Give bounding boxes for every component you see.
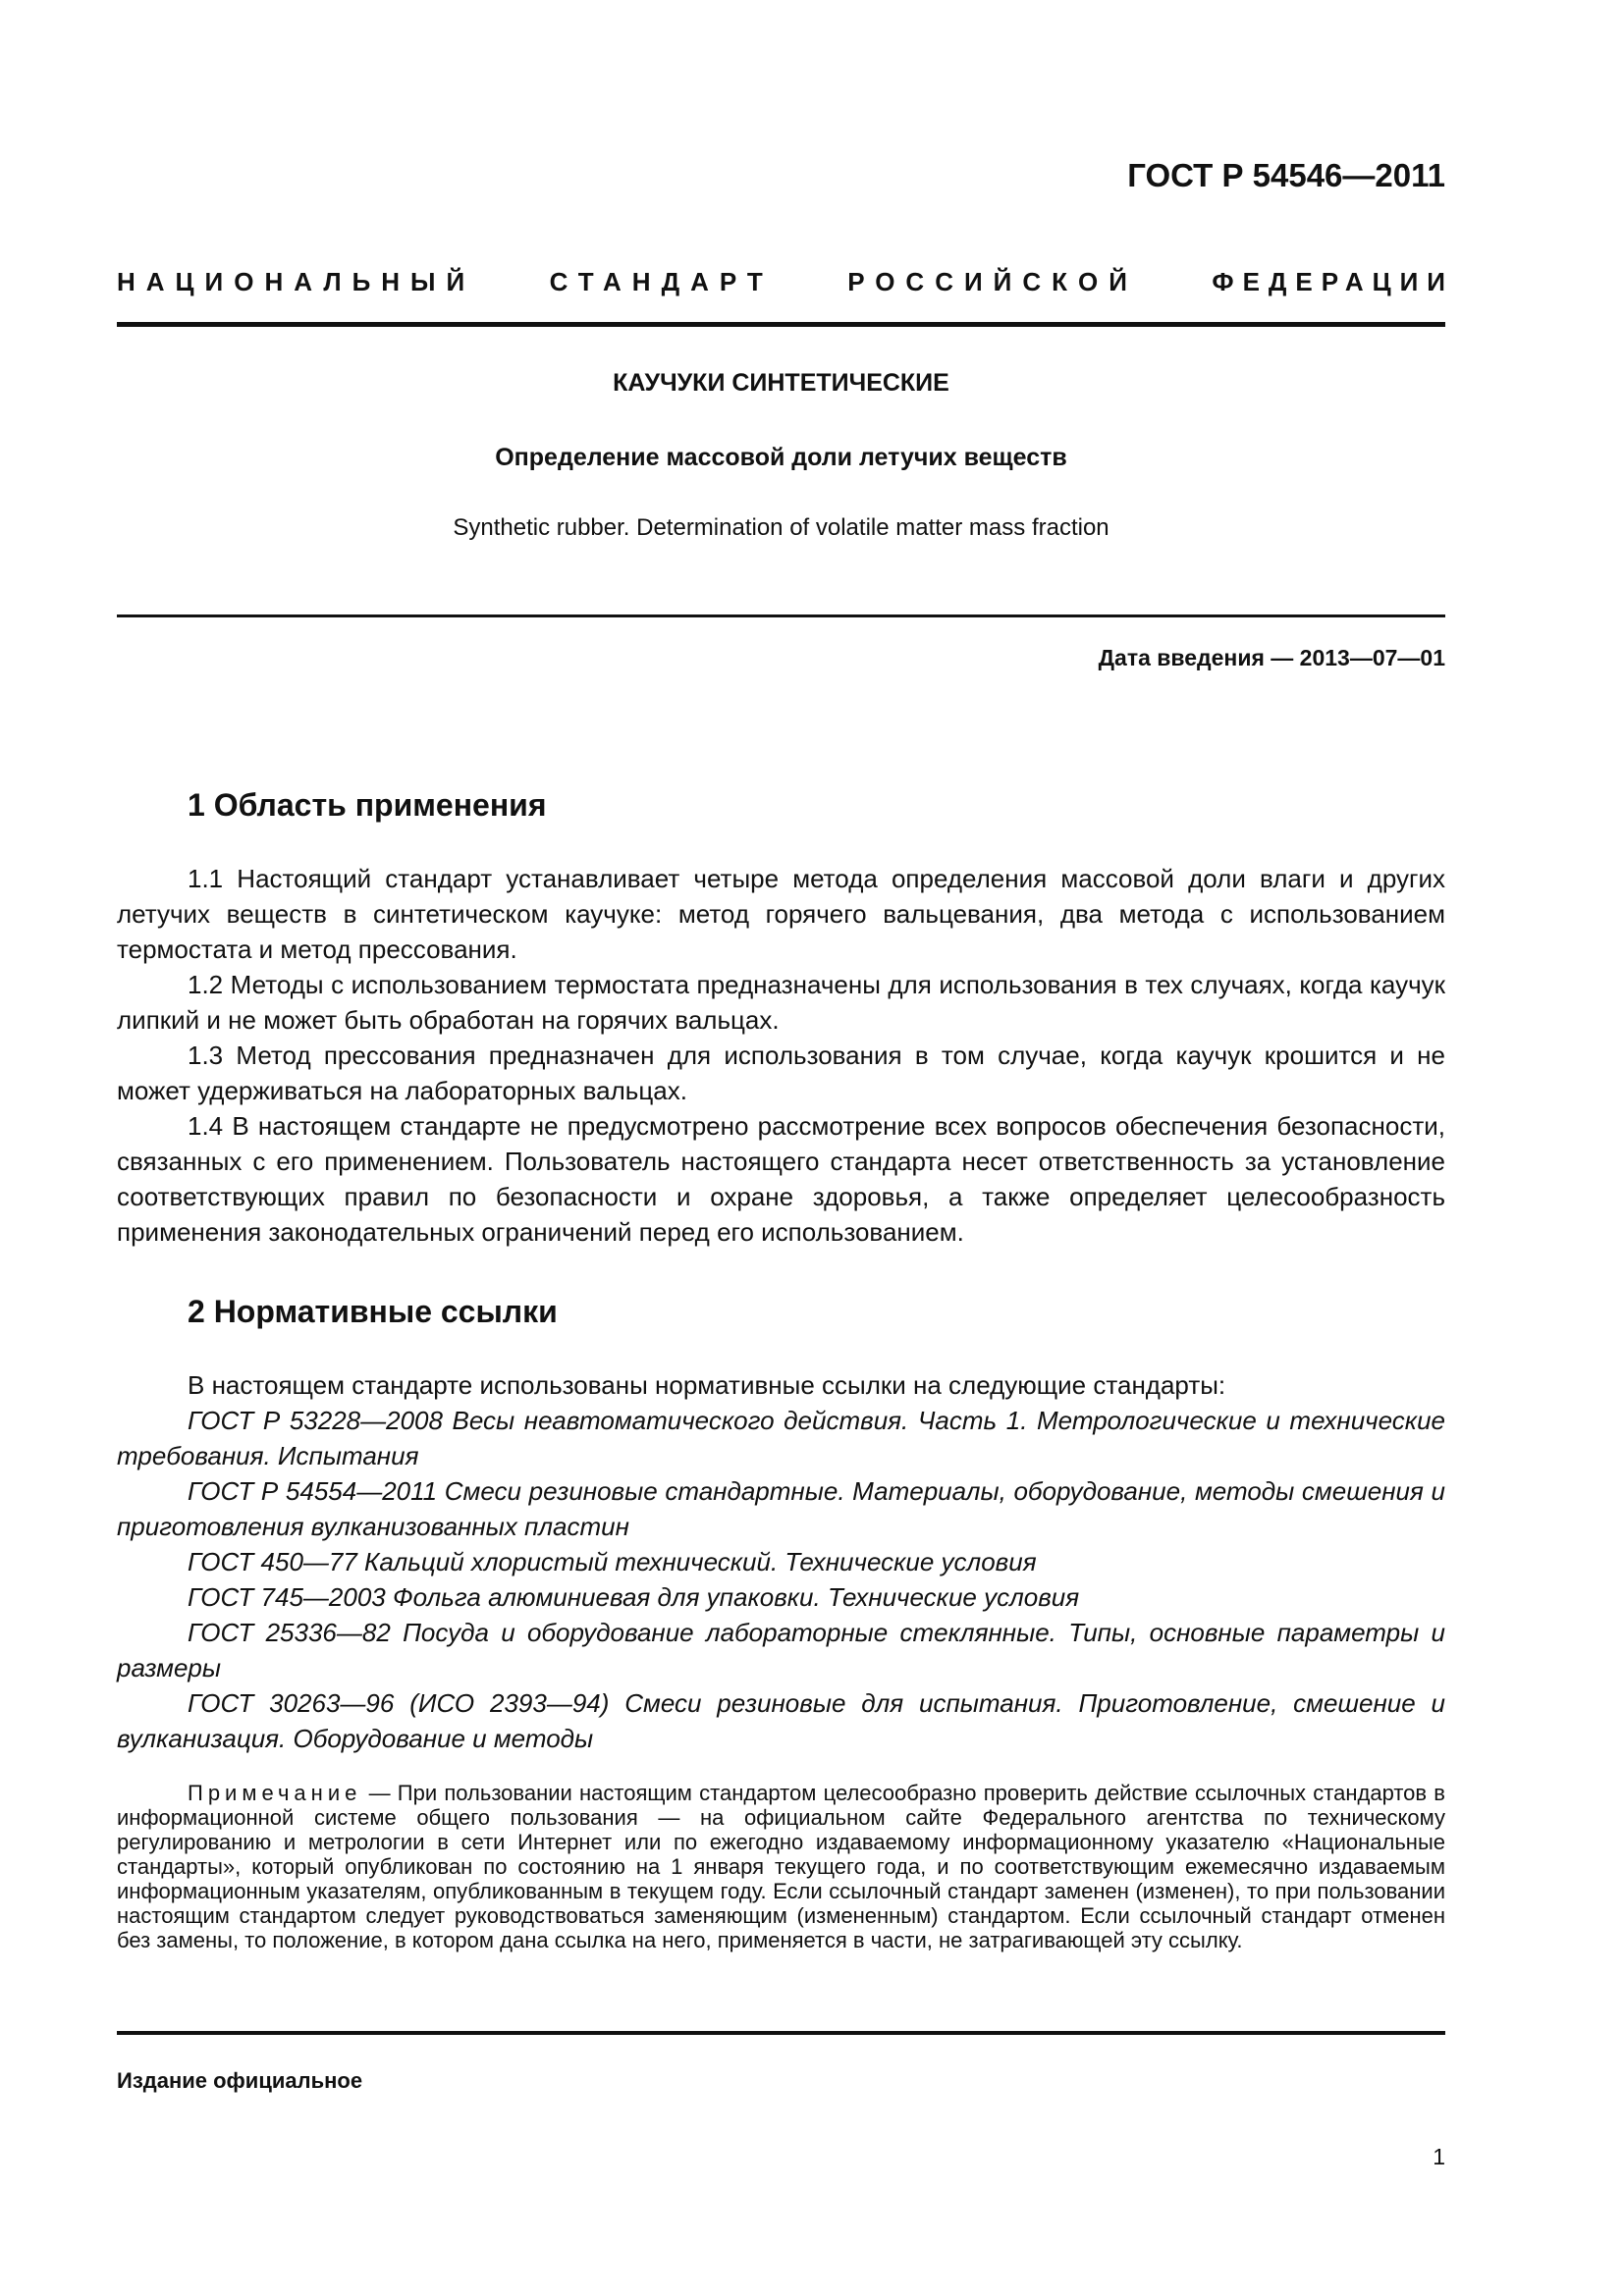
paragraph-1-1: 1.1 Настоящий стандарт устанавливает четыре метода определения массовой доли влаги и других летучих веществ в синтетическом каучуке: метод горячего вальцевания, два метода с использованием термостата и метод прессования. [117,864,1445,964]
banner-word: РОССИЙСКОЙ [847,267,1138,296]
references-note [117,1781,1445,1952]
references-intro: В настоящем стандарте использованы нормативные ссылки на следующие стандарты: [188,1370,1226,1400]
paragraph-1-3: 1.3 Метод прессования предназначен для использования в том случае, когда каучук крошится и не может удерживаться на лабораторных вальцах. [117,1041,1445,1105]
document-title: КАУЧУКИ СИНТЕТИЧЕСКИЕ [613,369,949,397]
header-divider [117,322,1445,327]
reference-item: ГОСТ Р 54554—2011 Смеси резиновые стандартные. Материалы, оборудование, методы смешения и приготовления вулканизованных пластин [117,1476,1445,1541]
paragraph-1-4: 1.4 В настоящем стандарте не предусмотрено рассмотрение всех вопросов обеспечения безопасности, связанных с его применением. Пользователь настоящего стандарта несет ответственность за установление соответствующих правил по безопасности и охране здоровья, а также определяет целесообразность применения законодательных ограничений перед его использованием. [117,1111,1445,1247]
national-standard-banner [117,267,1454,297]
banner-word: НАЦИОНАЛЬНЫЙ [117,267,476,296]
footer-divider [117,2031,1445,2035]
document-subtitle: Определение массовой доли летучих веществ [495,444,1067,471]
reference-item: ГОСТ 450—77 Кальций хлористый технический. Технические условия [188,1547,1037,1576]
reference-item: ГОСТ Р 53228—2008 Весы неавтоматического действия. Часть 1. Метрологические и технические требования. Испытания [117,1406,1445,1470]
introduction-date: Дата введения — 2013—07—01 [1098,645,1445,670]
standard-code: ГОСТ Р 54546—2011 [1127,157,1445,193]
banner-word: ФЕДЕРАЦИИ [1212,267,1454,296]
page-number: 1 [1433,2144,1445,2169]
reference-item: ГОСТ 25336—82 Посуда и оборудование лабораторные стеклянные. Типы, основные параметры и размеры [117,1618,1445,1682]
official-edition-label: Издание официальное [117,2068,363,2093]
title-divider [117,614,1445,617]
english-title: Synthetic rubber. Determination of volatile matter mass fraction [453,514,1109,541]
banner-word: СТАНДАРТ [549,267,774,296]
note-text: — При пользовании настоящим стандартом целесообразно проверить действие ссылочных стандартов в информационной системе общего пользования — на официальном сайте Федерального агентства по техническому регулированию и метрологии в сети Интернет или по ежегодно издаваемому информационному указателю «Национальные стандарты», который опубликован по состоянию на 1 января текущего года, и по соответствующим ежемесячно издаваемым информационным указателям, опубликованным в текущем году. Если ссылочный стандарт заменен (изменен), то при пользовании настоящим стандартом следует руководствоваться заменяющим (измененным) стандартом. Если ссылочный стандарт отменен без замены, то положение, в котором дана ссылка на него, применяется в части, не затрагивающей эту ссылку. [117,1781,1445,1952]
paragraph-1-2: 1.2 Методы с использованием термостата предназначены для использования в тех случаях, когда каучук липкий и не может быть обработан на горячих вальцах. [117,970,1445,1035]
reference-item: ГОСТ 745—2003 Фольга алюминиевая для упаковки. Технические условия [188,1582,1080,1612]
section-heading-scope: 1 Область применения [188,787,547,823]
reference-item: ГОСТ 30263—96 (ИСО 2393—94) Смеси резиновые для испытания. Приготовление, смешение и вулканизация. Оборудование и методы [117,1688,1445,1753]
section-heading-references: 2 Нормативные ссылки [188,1294,558,1329]
note-label: Примечание [188,1781,362,1805]
